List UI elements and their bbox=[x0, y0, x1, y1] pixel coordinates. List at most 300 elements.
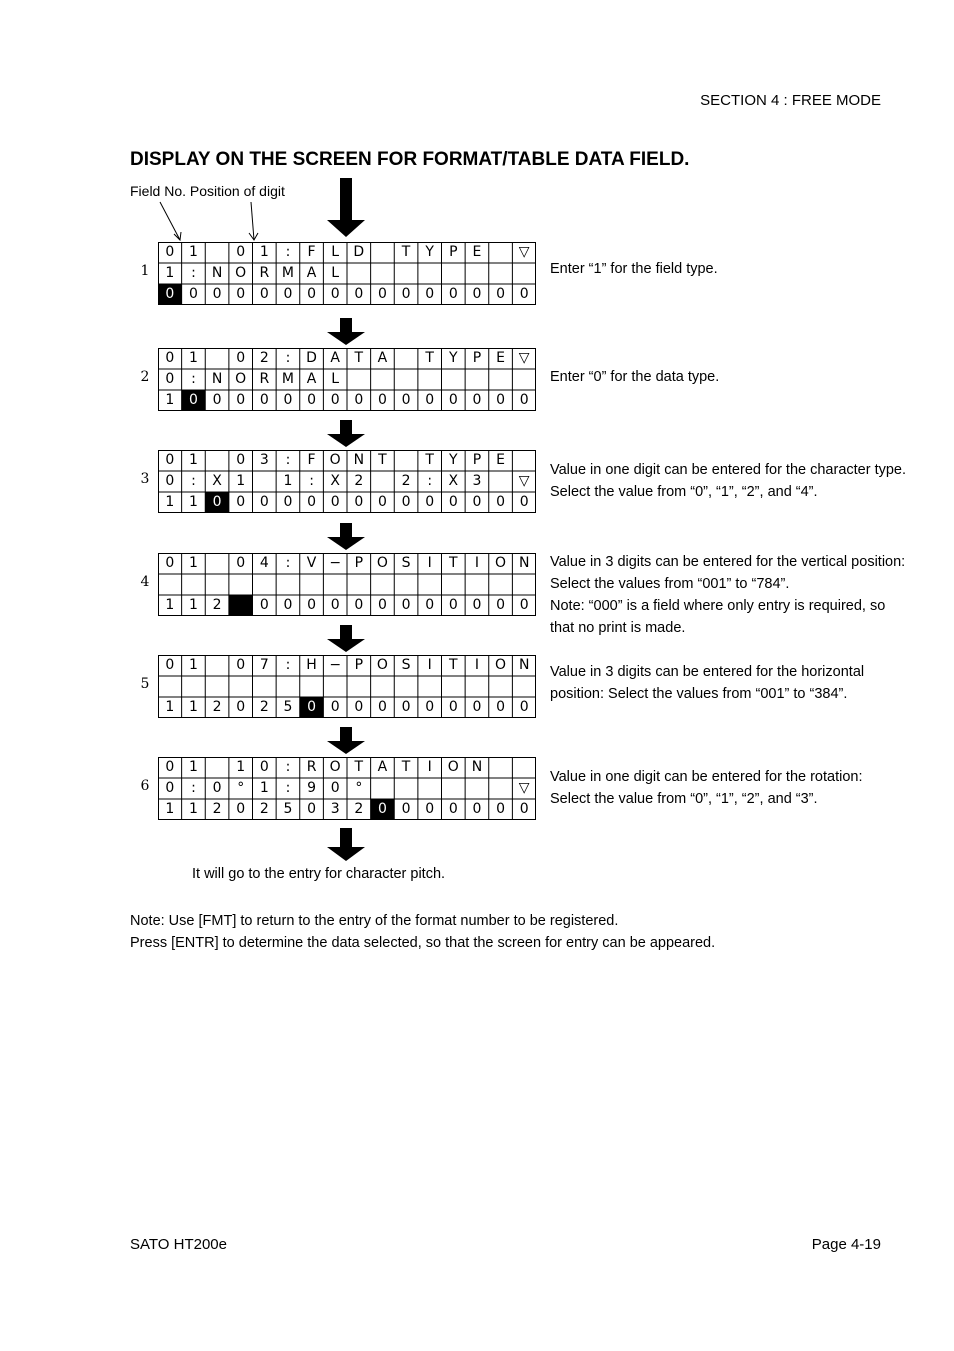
lcd-cell: 1 bbox=[165, 265, 175, 281]
lcd-cell: E bbox=[496, 452, 505, 468]
lcd-cell: X bbox=[330, 473, 340, 489]
lcd-cell bbox=[158, 676, 182, 697]
lcd-cell: 1 bbox=[236, 473, 246, 489]
lcd-cell: N bbox=[518, 555, 530, 571]
lcd-cell: O bbox=[376, 555, 388, 571]
notes-block bbox=[130, 910, 715, 954]
lcd-cell: 1 bbox=[259, 780, 269, 796]
lcd-cell bbox=[205, 676, 229, 697]
lcd-cell: : bbox=[191, 473, 196, 489]
lcd-cell: 0 bbox=[165, 780, 175, 796]
step-description bbox=[550, 258, 930, 280]
lcd-cell: 1 bbox=[165, 392, 175, 408]
lcd-cell: 0 bbox=[448, 699, 458, 715]
lcd-cell: 0 bbox=[519, 699, 529, 715]
lcd-cell: P bbox=[472, 350, 482, 366]
lcd-cell: 0 bbox=[448, 494, 458, 510]
lcd-cell: 0 bbox=[496, 699, 506, 715]
lcd-cell: ° bbox=[237, 780, 245, 796]
lcd-cell: P bbox=[449, 244, 458, 260]
lcd-cell: 0 bbox=[425, 597, 435, 613]
lcd-cell bbox=[394, 778, 418, 799]
lcd-cell: 3 bbox=[472, 473, 482, 489]
step-number: 1 bbox=[140, 263, 150, 279]
description-line: Value in 3 digits can be entered for the vertical position: bbox=[550, 554, 906, 570]
footer-product: SATO HT200e bbox=[130, 1236, 227, 1253]
lcd-cell: 0 bbox=[496, 801, 506, 817]
lcd-cell: 0 bbox=[354, 494, 364, 510]
lcd-cell: T bbox=[425, 350, 434, 366]
lcd-cell: 0 bbox=[330, 392, 340, 408]
lcd-cell: A bbox=[306, 265, 317, 281]
lcd-cell: N bbox=[353, 452, 365, 468]
lcd-cell: 2 bbox=[212, 699, 222, 715]
lcd-cell bbox=[418, 778, 442, 799]
lcd-cell: 0 bbox=[330, 699, 340, 715]
lcd-cell: : bbox=[285, 555, 291, 571]
lcd-cell: 0 bbox=[401, 392, 411, 408]
lcd-cell: 0 bbox=[307, 392, 317, 408]
lcd-cell: 0 bbox=[401, 597, 411, 613]
lcd-cell: : bbox=[427, 473, 433, 489]
lcd-cell: 0 bbox=[401, 801, 411, 817]
lcd-cell: 1 bbox=[188, 555, 198, 571]
lcd-cell bbox=[205, 450, 229, 471]
lcd-cell: 0 bbox=[377, 699, 387, 715]
lcd-cell: ▽ bbox=[518, 473, 530, 489]
lcd-cell bbox=[442, 574, 466, 595]
lcd-screen-grid bbox=[158, 348, 536, 411]
lcd-cell: 0 bbox=[519, 597, 529, 613]
description-line: Select the values from “001” to “784”. bbox=[550, 576, 790, 592]
down-arrow-icon bbox=[326, 178, 366, 238]
lcd-cell: 0 bbox=[377, 392, 387, 408]
lcd-cell: 0 bbox=[330, 780, 340, 796]
lcd-cell: 3 bbox=[259, 452, 269, 468]
lcd-cell: T bbox=[449, 555, 458, 571]
lcd-cell bbox=[489, 676, 513, 697]
lcd-cell: 0 bbox=[236, 494, 246, 510]
step-number: 4 bbox=[140, 574, 150, 590]
lcd-cell bbox=[512, 450, 536, 471]
lcd-screen-grid bbox=[158, 553, 536, 616]
lcd-cell: S bbox=[401, 555, 411, 571]
lcd-cell bbox=[371, 369, 395, 390]
lcd-cell: T bbox=[378, 452, 387, 468]
lcd-cell: X bbox=[212, 473, 222, 489]
lcd-cell: 0 bbox=[307, 286, 317, 302]
lcd-cell: 1 bbox=[259, 244, 269, 260]
lcd-cell: 0 bbox=[401, 699, 411, 715]
lcd-cell: M bbox=[281, 265, 294, 281]
lcd-cell: 1 bbox=[165, 699, 175, 715]
lcd-cell bbox=[205, 348, 229, 369]
lcd-cell: − bbox=[329, 555, 342, 571]
lcd-cell bbox=[205, 655, 229, 676]
description-line: position: Select the values from “001” to “384”. bbox=[550, 686, 848, 702]
lcd-cell: T bbox=[354, 759, 364, 775]
lcd-cell: 0 bbox=[307, 597, 317, 613]
description-line: Enter “1” for the field type. bbox=[550, 261, 718, 277]
lcd-cell: 0 bbox=[212, 780, 222, 796]
lcd-cell: 1 bbox=[188, 350, 198, 366]
lcd-cell: T bbox=[401, 759, 411, 775]
lcd-cell bbox=[276, 676, 300, 697]
lcd-cell: O bbox=[495, 657, 507, 673]
lcd-cell: L bbox=[331, 265, 340, 281]
lcd-cell bbox=[347, 263, 371, 284]
lcd-cell: 0 bbox=[236, 286, 246, 302]
lcd-cell bbox=[465, 263, 489, 284]
lcd-screen-grid bbox=[158, 450, 536, 513]
lcd-cell: : bbox=[285, 452, 291, 468]
lcd-cell: V bbox=[306, 555, 317, 571]
lcd-cell bbox=[253, 574, 277, 595]
lcd-cell: ▽ bbox=[518, 244, 530, 260]
lcd-cell: Y bbox=[425, 244, 434, 260]
lcd-cell: 0 bbox=[496, 286, 506, 302]
lcd-cell: A bbox=[330, 350, 340, 366]
description-line: Note: “000” is a field where only entry is required, so bbox=[550, 598, 886, 614]
lcd-cell bbox=[489, 369, 513, 390]
lcd-cell: 2 bbox=[212, 597, 222, 613]
cursor-cell: 0 bbox=[205, 492, 229, 513]
down-arrow-icon bbox=[326, 828, 366, 862]
lcd-cell bbox=[512, 574, 536, 595]
lcd-cell bbox=[465, 778, 489, 799]
lcd-cell: L bbox=[331, 371, 340, 387]
lcd-cell bbox=[276, 574, 300, 595]
goto-note: It will go to the entry for character pitch. bbox=[192, 866, 446, 882]
lcd-cell: O bbox=[329, 759, 341, 775]
lcd-cell: 0 bbox=[236, 699, 246, 715]
lcd-cell: L bbox=[331, 244, 340, 260]
lcd-cell: : bbox=[285, 657, 291, 673]
lcd-cell: 1 bbox=[188, 759, 198, 775]
lcd-cell: 0 bbox=[165, 371, 175, 387]
lcd-cell: : bbox=[285, 244, 291, 260]
lcd-cell: : bbox=[285, 759, 291, 775]
lcd-cell: 2 bbox=[259, 801, 269, 817]
lcd-cell: 0 bbox=[188, 286, 198, 302]
lcd-cell: F bbox=[307, 244, 316, 260]
footer-page: Page 4-19 bbox=[811, 1236, 881, 1253]
lcd-cell: 0 bbox=[377, 286, 387, 302]
step-description bbox=[550, 459, 930, 503]
lcd-cell bbox=[323, 676, 347, 697]
lcd-cell: 0 bbox=[165, 657, 175, 673]
lcd-cell: 0 bbox=[472, 801, 482, 817]
lcd-cell bbox=[347, 369, 371, 390]
lcd-cell bbox=[371, 263, 395, 284]
step-number: 5 bbox=[140, 676, 150, 692]
lcd-cell bbox=[394, 676, 418, 697]
lcd-cell: : bbox=[285, 350, 291, 366]
lcd-cell: 1 bbox=[188, 494, 198, 510]
description-line: Enter “0” for the data type. bbox=[550, 369, 720, 385]
lcd-cell: T bbox=[449, 657, 458, 673]
lcd-cell: 1 bbox=[283, 473, 293, 489]
lcd-cell: 0 bbox=[425, 494, 435, 510]
lcd-cell: 0 bbox=[472, 494, 482, 510]
lcd-cell: 0 bbox=[472, 286, 482, 302]
lcd-cell: T bbox=[354, 350, 364, 366]
lcd-cell bbox=[418, 574, 442, 595]
lcd-cell: 0 bbox=[425, 392, 435, 408]
lcd-cell: : bbox=[285, 780, 291, 796]
lcd-cell bbox=[418, 263, 442, 284]
lcd-cell bbox=[465, 574, 489, 595]
lcd-cell: 0 bbox=[425, 699, 435, 715]
cursor-cell: 0 bbox=[158, 284, 182, 305]
lcd-cell: 0 bbox=[354, 392, 364, 408]
lcd-cell: 0 bbox=[519, 392, 529, 408]
lcd-cell: 2 bbox=[259, 350, 269, 366]
lcd-cell: 0 bbox=[496, 597, 506, 613]
section-header: SECTION 4 : FREE MODE bbox=[700, 92, 881, 109]
down-arrow-icon bbox=[326, 318, 366, 346]
down-arrow-icon bbox=[326, 523, 366, 551]
lcd-cell: 0 bbox=[377, 597, 387, 613]
lcd-cell: 0 bbox=[448, 392, 458, 408]
down-arrow-icon bbox=[326, 420, 366, 448]
lcd-cell bbox=[371, 471, 395, 492]
lcd-cell: I bbox=[427, 657, 432, 673]
lcd-cell bbox=[347, 676, 371, 697]
description-line: Value in one digit can be entered for the rotation: bbox=[550, 769, 863, 785]
lcd-cell: 0 bbox=[354, 699, 364, 715]
lcd-cell: 2 bbox=[212, 801, 222, 817]
lcd-cell: N bbox=[518, 657, 530, 673]
lcd-cell bbox=[489, 263, 513, 284]
lcd-cell: I bbox=[427, 759, 432, 775]
lcd-cell bbox=[512, 369, 536, 390]
lcd-cell: T bbox=[425, 452, 434, 468]
lcd-cell bbox=[182, 676, 206, 697]
lcd-cell: O bbox=[376, 657, 388, 673]
lcd-cell bbox=[394, 263, 418, 284]
lcd-cell: 0 bbox=[307, 494, 317, 510]
lcd-cell: 0 bbox=[283, 286, 293, 302]
lcd-cell: 0 bbox=[425, 801, 435, 817]
cursor-cell: 0 bbox=[371, 799, 395, 820]
lcd-cell bbox=[205, 574, 229, 595]
lcd-cell: 7 bbox=[259, 657, 269, 673]
lcd-screen-grid bbox=[158, 757, 536, 820]
lcd-cell: ▽ bbox=[518, 350, 530, 366]
lcd-cell: D bbox=[306, 350, 317, 366]
lcd-cell bbox=[442, 676, 466, 697]
lcd-cell: R bbox=[259, 265, 270, 281]
lcd-cell: 0 bbox=[236, 555, 246, 571]
lcd-cell: A bbox=[306, 371, 317, 387]
lcd-cell: 0 bbox=[354, 286, 364, 302]
lcd-cell: 0 bbox=[401, 494, 411, 510]
lcd-cell bbox=[394, 574, 418, 595]
lcd-cell: 0 bbox=[212, 392, 222, 408]
lcd-cell: N bbox=[471, 759, 483, 775]
lcd-cell: 9 bbox=[307, 780, 317, 796]
lcd-cell bbox=[371, 574, 395, 595]
lcd-cell bbox=[394, 369, 418, 390]
lcd-cell bbox=[253, 676, 277, 697]
lcd-cell bbox=[418, 369, 442, 390]
lcd-cell: O bbox=[447, 759, 459, 775]
lcd-cell: 0 bbox=[519, 801, 529, 817]
lcd-cell: 0 bbox=[165, 244, 175, 260]
note-line: Press [ENTR] to determine the data selected, so that the screen for entry can be appeared. bbox=[130, 935, 716, 951]
lcd-cell: O bbox=[235, 265, 247, 281]
lcd-cell: X bbox=[448, 473, 459, 489]
lcd-cell: : bbox=[309, 473, 314, 489]
lcd-cell: I bbox=[474, 657, 479, 673]
lcd-cell: 0 bbox=[377, 494, 387, 510]
lcd-cell: P bbox=[472, 452, 482, 468]
lcd-cell: 1 bbox=[165, 597, 175, 613]
lcd-cell bbox=[442, 778, 466, 799]
lcd-cell: 0 bbox=[448, 286, 458, 302]
lcd-cell bbox=[300, 574, 324, 595]
lcd-cell: 2 bbox=[401, 473, 411, 489]
cursor-cell: 0 bbox=[182, 390, 206, 411]
lcd-cell: 2 bbox=[259, 699, 269, 715]
lcd-cell bbox=[182, 574, 206, 595]
lcd-cell bbox=[371, 242, 395, 263]
lcd-cell bbox=[158, 574, 182, 595]
step-description bbox=[550, 366, 930, 388]
lcd-cell: 0 bbox=[283, 392, 293, 408]
description-line: Select the value from “0”, “1”, “2”, and “4”. bbox=[550, 484, 818, 500]
note-line: Note: Use [FMT] to return to the entry of the format number to be registered. bbox=[130, 913, 619, 929]
lcd-cell: 0 bbox=[165, 759, 175, 775]
lcd-cell: 0 bbox=[401, 286, 411, 302]
lcd-cell: O bbox=[235, 371, 247, 387]
step-number: 6 bbox=[140, 778, 150, 794]
lcd-cell: 0 bbox=[236, 657, 246, 673]
lcd-cell: 0 bbox=[259, 286, 269, 302]
cursor-cell bbox=[229, 595, 253, 616]
lcd-cell bbox=[489, 242, 513, 263]
lcd-cell: 0 bbox=[259, 392, 269, 408]
page-title: DISPLAY ON THE SCREEN FOR FORMAT/TABLE DATA FIELD. bbox=[130, 149, 690, 170]
lcd-cell: O bbox=[495, 555, 507, 571]
lcd-cell: 0 bbox=[472, 699, 482, 715]
lcd-cell: N bbox=[211, 265, 223, 281]
lcd-cell: 0 bbox=[330, 597, 340, 613]
lcd-cell: A bbox=[377, 350, 388, 366]
lcd-cell: 0 bbox=[236, 452, 246, 468]
pointer-lines bbox=[150, 198, 280, 248]
lcd-cell: P bbox=[354, 657, 364, 673]
step-number: 2 bbox=[140, 369, 150, 385]
lcd-cell bbox=[205, 242, 229, 263]
lcd-cell: R bbox=[259, 371, 270, 387]
lcd-cell bbox=[442, 263, 466, 284]
lcd-cell: M bbox=[281, 371, 294, 387]
lcd-cell: 0 bbox=[259, 597, 269, 613]
lcd-cell: Y bbox=[449, 350, 458, 366]
lcd-cell: 1 bbox=[188, 597, 198, 613]
lcd-cell: P bbox=[354, 555, 364, 571]
lcd-cell: 0 bbox=[448, 801, 458, 817]
lcd-cell bbox=[489, 574, 513, 595]
step-description bbox=[550, 766, 930, 810]
lcd-cell: 0 bbox=[472, 597, 482, 613]
lcd-cell: 0 bbox=[496, 392, 506, 408]
lcd-cell bbox=[394, 348, 418, 369]
lcd-cell: 0 bbox=[472, 392, 482, 408]
lcd-cell: D bbox=[353, 244, 365, 260]
lcd-cell bbox=[323, 574, 347, 595]
lcd-cell bbox=[465, 369, 489, 390]
lcd-cell: 0 bbox=[283, 494, 293, 510]
lcd-cell bbox=[394, 450, 418, 471]
description-line: Select the value from “0”, “1”, “2”, and “3”. bbox=[550, 791, 818, 807]
lcd-cell: 0 bbox=[236, 244, 246, 260]
lcd-cell: 0 bbox=[236, 350, 246, 366]
lcd-cell bbox=[442, 369, 466, 390]
lcd-cell: 0 bbox=[425, 286, 435, 302]
lcd-cell: : bbox=[191, 780, 196, 796]
lcd-cell: I bbox=[427, 555, 432, 571]
step-number: 3 bbox=[140, 471, 150, 487]
lcd-cell bbox=[347, 574, 371, 595]
step-description bbox=[550, 661, 930, 705]
down-arrow-icon bbox=[326, 625, 366, 653]
lcd-cell: 1 bbox=[188, 801, 198, 817]
cursor-cell: 0 bbox=[300, 697, 324, 718]
lcd-cell bbox=[205, 553, 229, 574]
lcd-cell bbox=[489, 757, 513, 778]
lcd-cell bbox=[418, 676, 442, 697]
lcd-cell bbox=[489, 471, 513, 492]
lcd-cell bbox=[229, 676, 253, 697]
description-line: that no print is made. bbox=[550, 620, 686, 636]
lcd-cell: S bbox=[401, 657, 411, 673]
lcd-cell bbox=[465, 676, 489, 697]
lcd-cell: 1 bbox=[165, 494, 175, 510]
lcd-cell: 0 bbox=[330, 286, 340, 302]
lcd-cell: 2 bbox=[354, 801, 364, 817]
lcd-cell bbox=[512, 676, 536, 697]
lcd-cell: A bbox=[377, 759, 388, 775]
lcd-cell: 0 bbox=[165, 555, 175, 571]
lcd-cell bbox=[512, 757, 536, 778]
lcd-cell: 1 bbox=[188, 699, 198, 715]
lcd-cell: 3 bbox=[330, 801, 340, 817]
lcd-cell: 0 bbox=[165, 473, 175, 489]
lcd-cell: ° bbox=[355, 780, 363, 796]
lcd-cell: 0 bbox=[283, 597, 293, 613]
lcd-cell: 0 bbox=[307, 801, 317, 817]
lcd-cell bbox=[300, 676, 324, 697]
lcd-cell: T bbox=[401, 244, 411, 260]
lcd-cell bbox=[253, 471, 277, 492]
lcd-screen-grid bbox=[158, 242, 536, 305]
down-arrow-icon bbox=[326, 727, 366, 755]
lcd-cell: 0 bbox=[519, 494, 529, 510]
lcd-cell: : bbox=[191, 265, 196, 281]
description-line: Value in 3 digits can be entered for the horizontal bbox=[550, 664, 865, 680]
description-line: Value in one digit can be entered for the character type. bbox=[550, 462, 907, 478]
lcd-cell: 0 bbox=[165, 452, 175, 468]
lcd-cell: 1 bbox=[188, 452, 198, 468]
lcd-cell: : bbox=[191, 371, 196, 387]
lcd-cell: 1 bbox=[188, 244, 198, 260]
lcd-cell: F bbox=[307, 452, 316, 468]
lcd-cell: 0 bbox=[448, 597, 458, 613]
lcd-cell: 5 bbox=[283, 699, 293, 715]
